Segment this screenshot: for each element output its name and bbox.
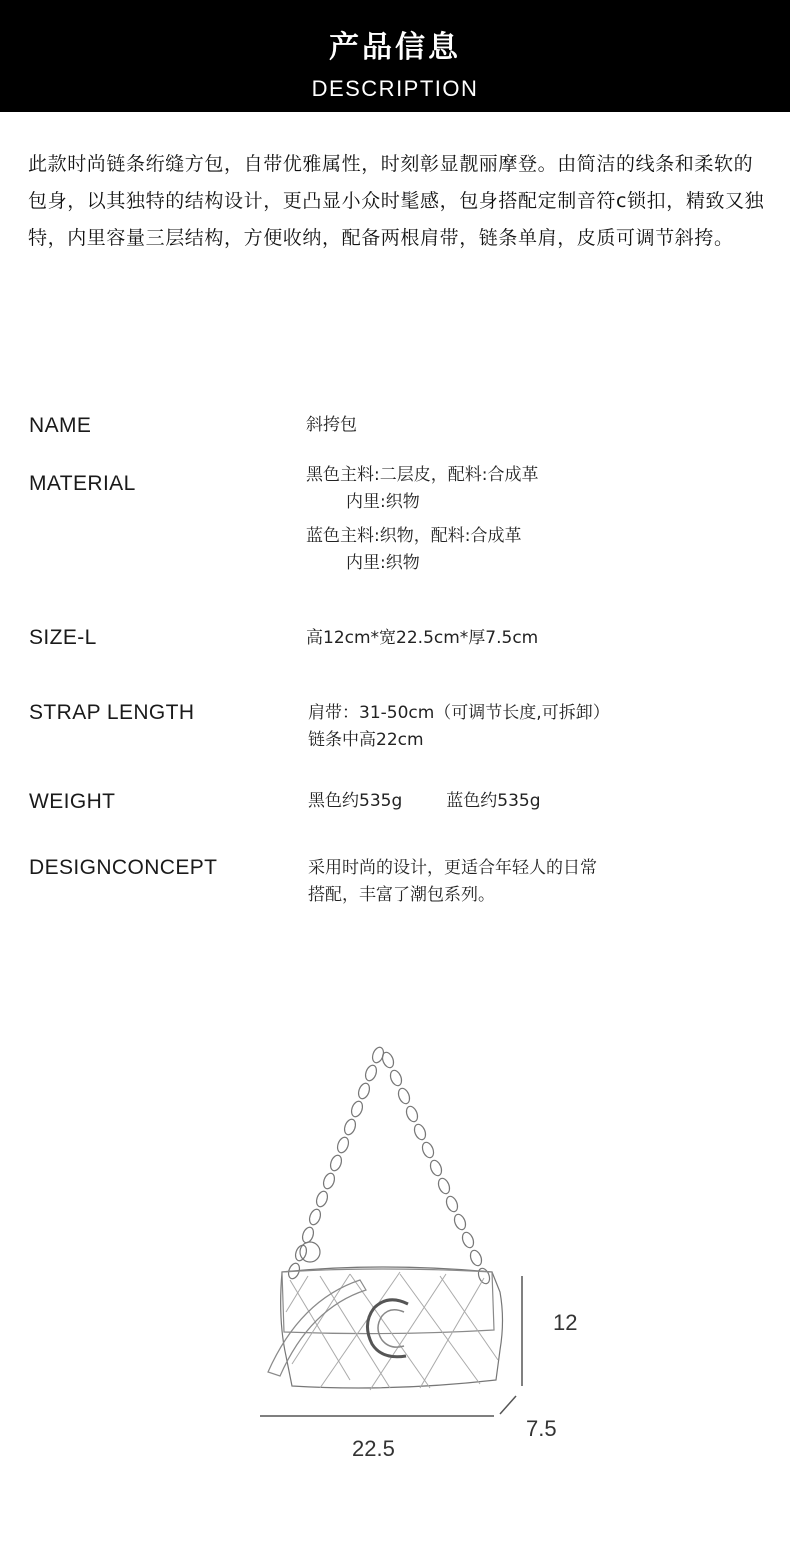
page-subtitle: DESCRIPTION (311, 76, 479, 101)
weight-blue: 蓝色约535g (446, 791, 541, 811)
material-blue-lining: 内里:织物 (346, 553, 420, 573)
dimension-depth: 7.5 (526, 1416, 557, 1441)
chain-strap-left (287, 1046, 386, 1280)
spec-value-material-black (306, 462, 538, 516)
strap-line-1: 肩带：31-50cm（可调节长度,可拆卸） (308, 703, 610, 723)
spec-label-weight: WEIGHT (29, 790, 116, 813)
round-charm (300, 1242, 320, 1262)
product-description: 此款时尚链条绗缝方包，自带优雅属性，时刻彰显靓丽摩登。由简洁的线条和柔软的包身，以其独特的结构设计，更凸显小众时髦感，包身搭配定制音符c锁扣，精致又独特，内里容量三层结构，方便收纳，配备两根肩带，链条单肩，皮质可调节斜挎。 (28, 153, 765, 249)
strap-line-2: 链条中高22cm (308, 730, 424, 750)
spec-label-material: MATERIAL (29, 472, 136, 495)
chain-strap-right (380, 1051, 491, 1286)
spec-value-weight (308, 788, 541, 815)
dimension-height: 12 (553, 1310, 578, 1335)
spec-value-concept (308, 855, 597, 909)
concept-line-1: 采用时尚的设计，更适合年轻人的日常 (308, 858, 597, 878)
spec-label-strap: STRAP LENGTH (29, 701, 195, 724)
material-black-main: 黑色主料:二层皮，配料:合成革 (306, 465, 539, 485)
bag-illustration (0, 990, 790, 1550)
weight-black: 黑色约535g (308, 791, 403, 811)
page-title: 产品信息 (329, 30, 461, 65)
spec-value-strap (308, 700, 610, 754)
concept-line-2: 搭配，丰富了潮包系列。 (308, 885, 495, 905)
page-header (0, 0, 790, 112)
spec-label-concept: DESIGNCONCEPT (29, 856, 218, 879)
depth-dimension-line (500, 1396, 516, 1414)
spec-value-size: 高12cm*宽22.5cm*厚7.5cm (306, 628, 539, 648)
bag-dimension-diagram (0, 990, 790, 1550)
spec-label-size: SIZE-L (29, 626, 97, 649)
dimension-width: 22.5 (352, 1436, 395, 1461)
material-blue-main: 蓝色主料:织物，配料:合成革 (306, 526, 522, 546)
spec-value-name: 斜挎包 (306, 415, 357, 435)
material-black-lining: 内里:织物 (346, 492, 420, 512)
spec-value-material-blue (306, 523, 521, 577)
spec-label-name: NAME (29, 414, 92, 437)
